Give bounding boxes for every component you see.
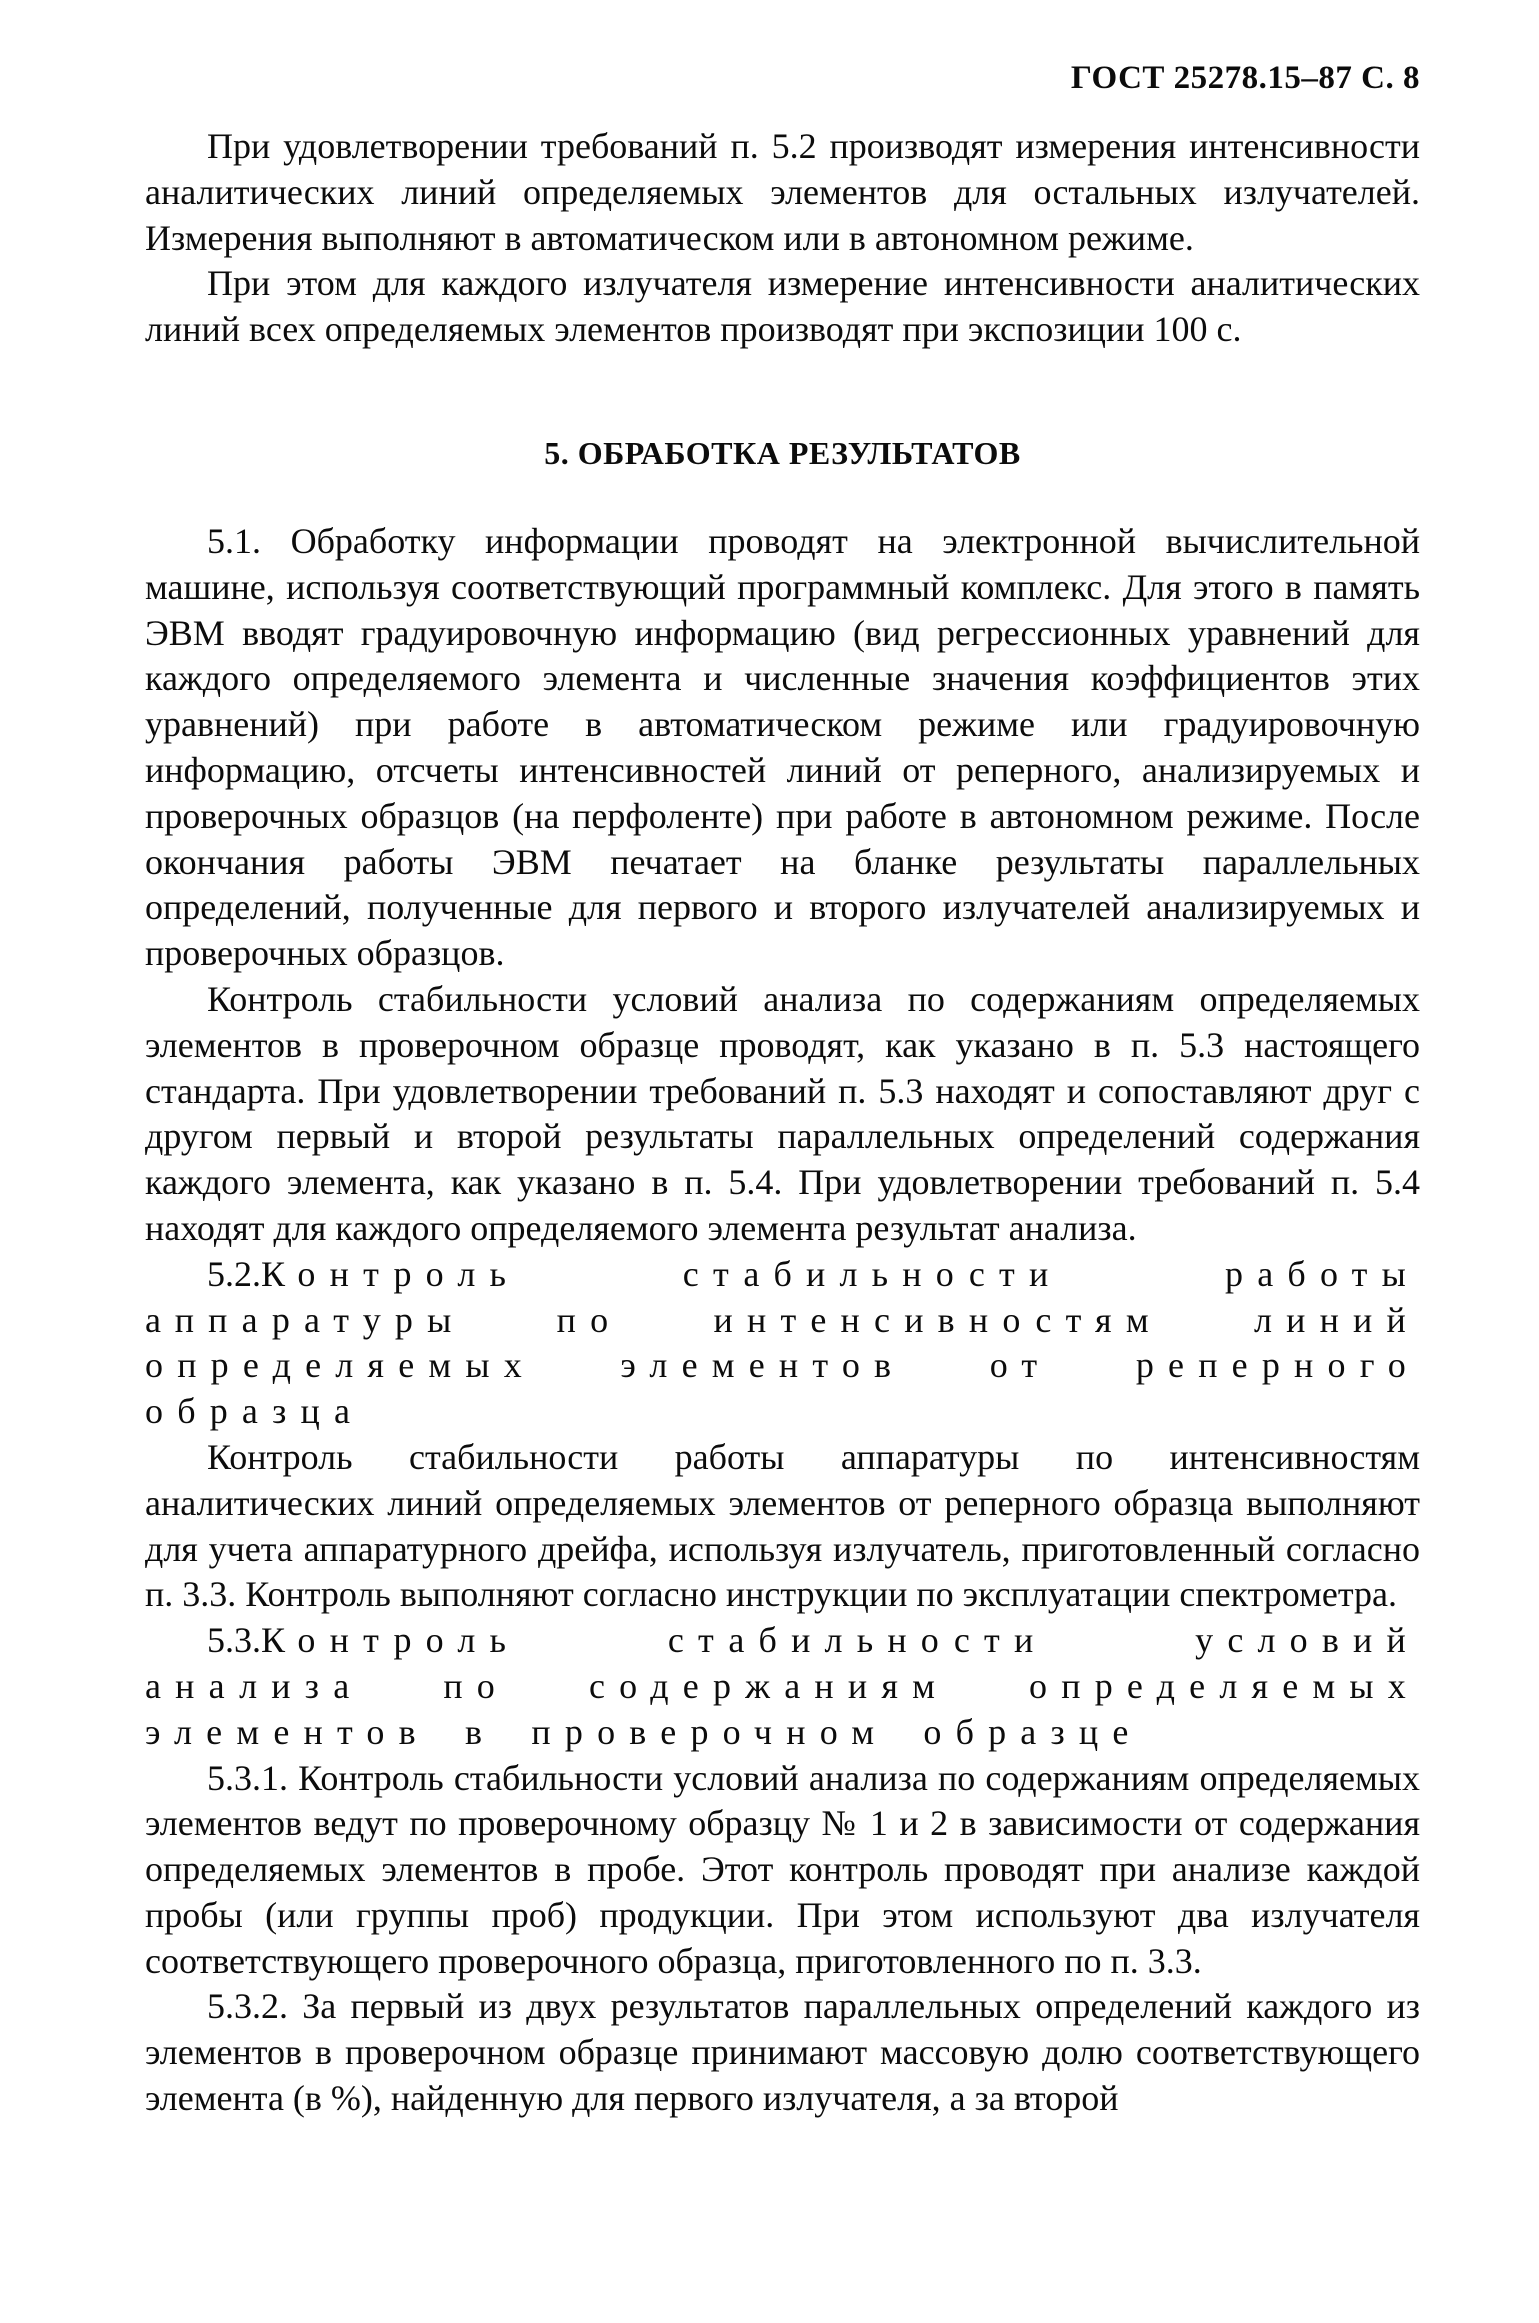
clause-5-2-text: Контроль стабильности работы аппаратуры по интенсивностям аналитических линий определяемых элементов от реперного образца выполняют для учета аппаратурного дрейфа, используя излучатель, приготовленный согласно п. 3.3. Контроль выполняют согласно инструкции по эксплуатации спектрометра. (145, 1436, 1420, 1615)
paragraph-measurement-remaining: При удовлетворении требований п. 5.2 производят измерения интенсивности аналитических линий определяемых элементов для остальных излучателей. Измерения выполняют в автоматическом или в автономном режиме. (145, 126, 1420, 258)
clause-5-3-heading (145, 1618, 1420, 1755)
clause-5-1-continuation: Контроль стабильности условий анализа по содержаниям определяемых элементов в проверочном образце проводят, как указано в п. 5.3 настоящего стандарта. При удовлетворении требований п. 5.3 находят и сопоставляют друг с другом первый и второй результаты параллельных определений содержания каждого элемента, как указано в п. 5.4. При удовлетворении требований п. 5.4 находят для каждого определяемого элемента результат анализа. (145, 978, 1420, 1248)
paragraph-exposure: При этом для каждого излучателя измерение интенсивности аналитических линий всех определяемых элементов производят при экспозиции 100 с. (145, 263, 1420, 350)
clause-5-3-number: 5.3. (207, 1620, 261, 1661)
section-title: 5. ОБРАБОТКА РЕЗУЛЬТАТОВ (544, 434, 1021, 471)
clause-5-3-2: 5.3.2. За первый из двух результатов параллельных определений каждого из элементов в проверочном образце принимают массовую долю соответствующего элемента (в %), найденную для первого излучателя, а за второй (145, 1986, 1420, 2119)
clause-5-2-number: 5.2. (207, 1253, 261, 1294)
clause-5-1: 5.1. Обработку информации проводят на электронной вычислительной машине, используя соответствующий программный комплекс. Для этого в память ЭВМ вводят градуировочную информацию (вид регрессионных уравнений для каждого определяемого элемента и численные значения коэффициентов этих уравнений) при работе в автоматическом режиме или градуировочную информацию, отсчеты интенсивностей линий от реперного, анализируемых и проверочных образцов (на перфоленте) при работе в автономном режиме. После окончания работы ЭВМ печатает на бланке результаты параллельных определений, полученные для первого и второго излучателей анализируемых и проверочных образцов. (145, 520, 1420, 974)
clause-5-2-heading-text: Контроль стабильности работы аппаратуры по интенсивностям линий определяемых элементов от реперного образца (145, 1253, 1420, 1432)
running-header: ГОСТ 25278.15–87 С. 8 (1070, 60, 1420, 96)
clause-5-3-heading-text: Контроль стабильности условий анализа по содержаниям определяемых элементов в проверочном образце (145, 1620, 1420, 1752)
clause-5-2-heading (145, 1252, 1420, 1435)
clause-5-3-1: 5.3.1. Контроль стабильности условий анализа по содержаниям определяемых элементов ведут по проверочному образцу № 1 и 2 в зависимости от содержания определяемых элементов в пробе. Этот контроль проводят при анализе каждой пробы (или группы проб) продукции. При этом используют два излучателя соответствующего проверочного образца, приготовленного по п. 3.3. (145, 1757, 1420, 1981)
page-content (145, 58, 1420, 2122)
